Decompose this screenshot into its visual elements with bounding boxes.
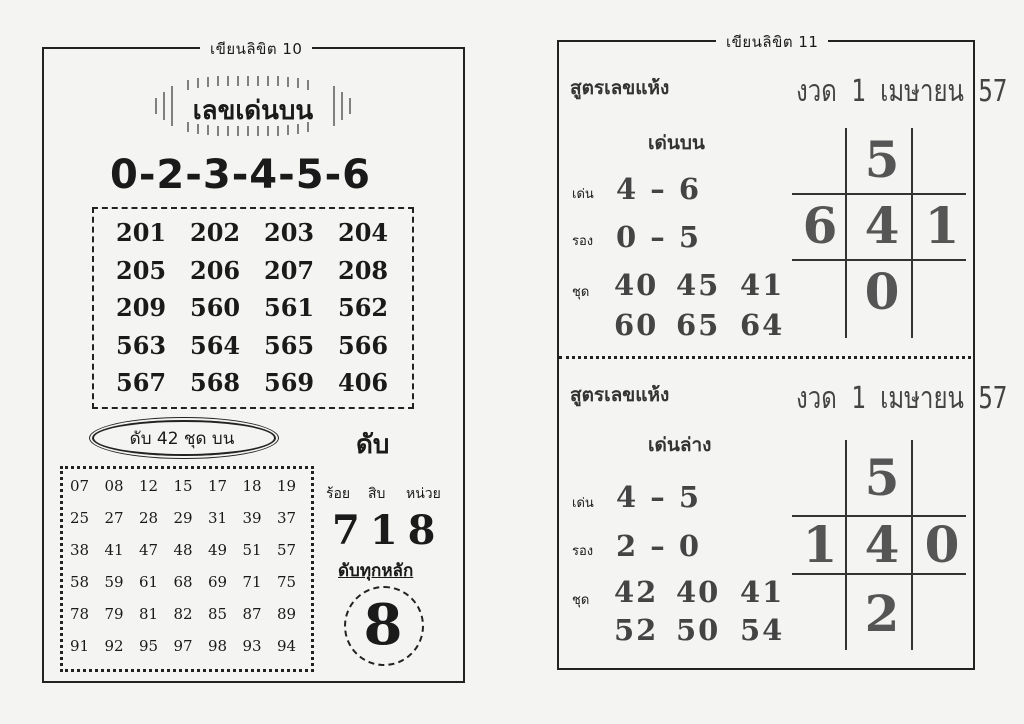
number-cell: 568 xyxy=(190,368,241,398)
bottom-lead-label: เด่น xyxy=(572,496,594,511)
pair-cell: 08 xyxy=(104,477,124,495)
pair-cell: 51 xyxy=(242,541,262,559)
number-cell: 202 xyxy=(190,218,241,248)
bottom-set-label: ชุด xyxy=(572,593,590,608)
number-cell: 561 xyxy=(264,293,315,323)
pair-cell: 98 xyxy=(208,637,228,655)
top-set-2c: 64 xyxy=(740,308,785,342)
top-second-value: 0 – 5 xyxy=(616,220,702,254)
top-draw-date: งวด 1 เมษายน 57 xyxy=(796,73,1008,109)
section-divider xyxy=(559,356,971,359)
top-cross-center: 4 xyxy=(864,196,900,255)
top-set-1c: 41 xyxy=(740,268,785,302)
bottom-set-1b: 40 xyxy=(676,575,721,609)
pair-cell: 87 xyxy=(242,605,262,623)
number-cell: 562 xyxy=(338,293,389,323)
pair-cell: 71 xyxy=(242,573,262,591)
pair-cell: 15 xyxy=(173,477,193,495)
left-page-title: เขียนลิขิต 10 xyxy=(200,37,312,61)
top-lead-value: 4 – 6 xyxy=(616,172,702,206)
number-cell: 208 xyxy=(338,255,389,285)
bottom-cross-right: 0 xyxy=(924,515,960,574)
pair-cell: 79 xyxy=(104,605,124,623)
pair-cell: 41 xyxy=(104,541,124,559)
pair-cell: 85 xyxy=(208,605,228,623)
all-position-label: ดับทุกหลัก xyxy=(338,561,414,581)
col-header-tens: สิบ xyxy=(368,486,386,502)
pair-cell: 61 xyxy=(139,573,159,591)
top-subheading: เด่นบน xyxy=(648,132,705,154)
pair-cell: 48 xyxy=(173,541,193,559)
heading-text: เลขเด่นบน xyxy=(192,96,314,126)
bottom-cross-center: 4 xyxy=(864,515,900,574)
top-second-label: รอง xyxy=(572,234,594,249)
bottom-cross-top: 5 xyxy=(864,448,900,507)
number-cell: 560 xyxy=(190,293,241,323)
pair-cell: 59 xyxy=(104,573,124,591)
pair-cell: 07 xyxy=(70,477,90,495)
pair-cell: 95 xyxy=(139,637,159,655)
pair-cell: 39 xyxy=(242,509,262,527)
bottom-subheading: เด่นล่าง xyxy=(648,434,712,456)
pair-cell: 89 xyxy=(277,605,297,623)
number-cell: 206 xyxy=(190,255,241,285)
number-cell: 565 xyxy=(264,330,315,360)
top-cross-left: 6 xyxy=(802,196,838,255)
pair-cell: 68 xyxy=(173,573,193,591)
pair-cell: 12 xyxy=(139,477,159,495)
pair-cell: 97 xyxy=(173,637,193,655)
bottom-set-2c: 54 xyxy=(740,613,785,647)
pair-label: ดับ 42 ชุด บน xyxy=(129,429,235,449)
bottom-set-1a: 42 xyxy=(614,575,659,609)
number-cell: 567 xyxy=(116,368,167,398)
top-set-1a: 40 xyxy=(614,268,659,302)
pair-cell: 25 xyxy=(70,509,90,527)
bottom-formula-title: สูตรเลขแห้ง xyxy=(570,384,670,406)
col-header-units: หน่วย xyxy=(406,486,441,502)
number-cell: 563 xyxy=(116,330,167,360)
bottom-set-1c: 41 xyxy=(740,575,785,609)
top-cross-right: 1 xyxy=(924,196,960,255)
top-set-2b: 65 xyxy=(676,308,721,342)
pair-cell: 81 xyxy=(139,605,159,623)
number-cell: 201 xyxy=(116,218,167,248)
main-digits: 0-2-3-4-5-6 xyxy=(110,152,371,198)
pair-cell: 82 xyxy=(173,605,193,623)
top-set-1b: 45 xyxy=(676,268,721,302)
pair-cell: 47 xyxy=(139,541,159,559)
bottom-cross-bottom: 2 xyxy=(864,584,900,643)
number-cell: 204 xyxy=(338,218,389,248)
pair-cell: 17 xyxy=(208,477,228,495)
pair-cell: 93 xyxy=(242,637,262,655)
right-page-title: เขียนลิขิต 11 xyxy=(716,30,828,54)
number-cell: 207 xyxy=(264,255,315,285)
top-set-2a: 60 xyxy=(614,308,659,342)
pair-cell: 91 xyxy=(70,637,90,655)
pair-cell: 57 xyxy=(277,541,297,559)
number-cell: 406 xyxy=(338,368,389,398)
bottom-draw-date: งวด 1 เมษายน 57 xyxy=(796,380,1008,416)
bottom-cross-left: 1 xyxy=(802,515,838,574)
number-cell: 203 xyxy=(264,218,315,248)
pair-cell: 27 xyxy=(104,509,124,527)
bottom-lead-value: 4 – 5 xyxy=(616,480,702,514)
top-formula-title: สูตรเลขแห้ง xyxy=(570,77,670,99)
top-cross-top: 5 xyxy=(864,130,900,189)
numbers-grid xyxy=(116,214,412,402)
bottom-set-2a: 52 xyxy=(614,613,659,647)
number-cell: 564 xyxy=(190,330,241,360)
dab-title: ดับ xyxy=(356,430,390,460)
pair-cell: 94 xyxy=(277,637,297,655)
pair-cell: 37 xyxy=(277,509,297,527)
pair-cell: 69 xyxy=(208,573,228,591)
bottom-second-value: 2 – 0 xyxy=(616,529,702,563)
number-cell: 569 xyxy=(264,368,315,398)
all-position-digit: 8 xyxy=(363,592,403,658)
dab-digits: 718 xyxy=(332,507,446,554)
pairs-grid xyxy=(70,470,312,662)
pair-cell: 75 xyxy=(277,573,297,591)
heading-oval xyxy=(148,76,358,136)
number-cell: 566 xyxy=(338,330,389,360)
pair-cell: 92 xyxy=(104,637,124,655)
col-header-hundreds: ร้อย xyxy=(326,486,351,502)
pair-cell: 49 xyxy=(208,541,228,559)
pair-cell: 19 xyxy=(277,477,297,495)
bottom-second-label: รอง xyxy=(572,544,594,559)
pair-cell: 58 xyxy=(70,573,90,591)
pair-cell: 38 xyxy=(70,541,90,559)
top-lead-label: เด่น xyxy=(572,187,594,202)
number-cell: 205 xyxy=(116,255,167,285)
top-set-label: ชุด xyxy=(572,285,590,300)
pair-cell: 31 xyxy=(208,509,228,527)
number-cell: 209 xyxy=(116,293,167,323)
bottom-set-2b: 50 xyxy=(676,613,721,647)
top-cross-bottom: 0 xyxy=(864,262,900,321)
pair-cell: 28 xyxy=(139,509,159,527)
pair-cell: 29 xyxy=(173,509,193,527)
pair-cell: 78 xyxy=(70,605,90,623)
pair-cell: 18 xyxy=(242,477,262,495)
